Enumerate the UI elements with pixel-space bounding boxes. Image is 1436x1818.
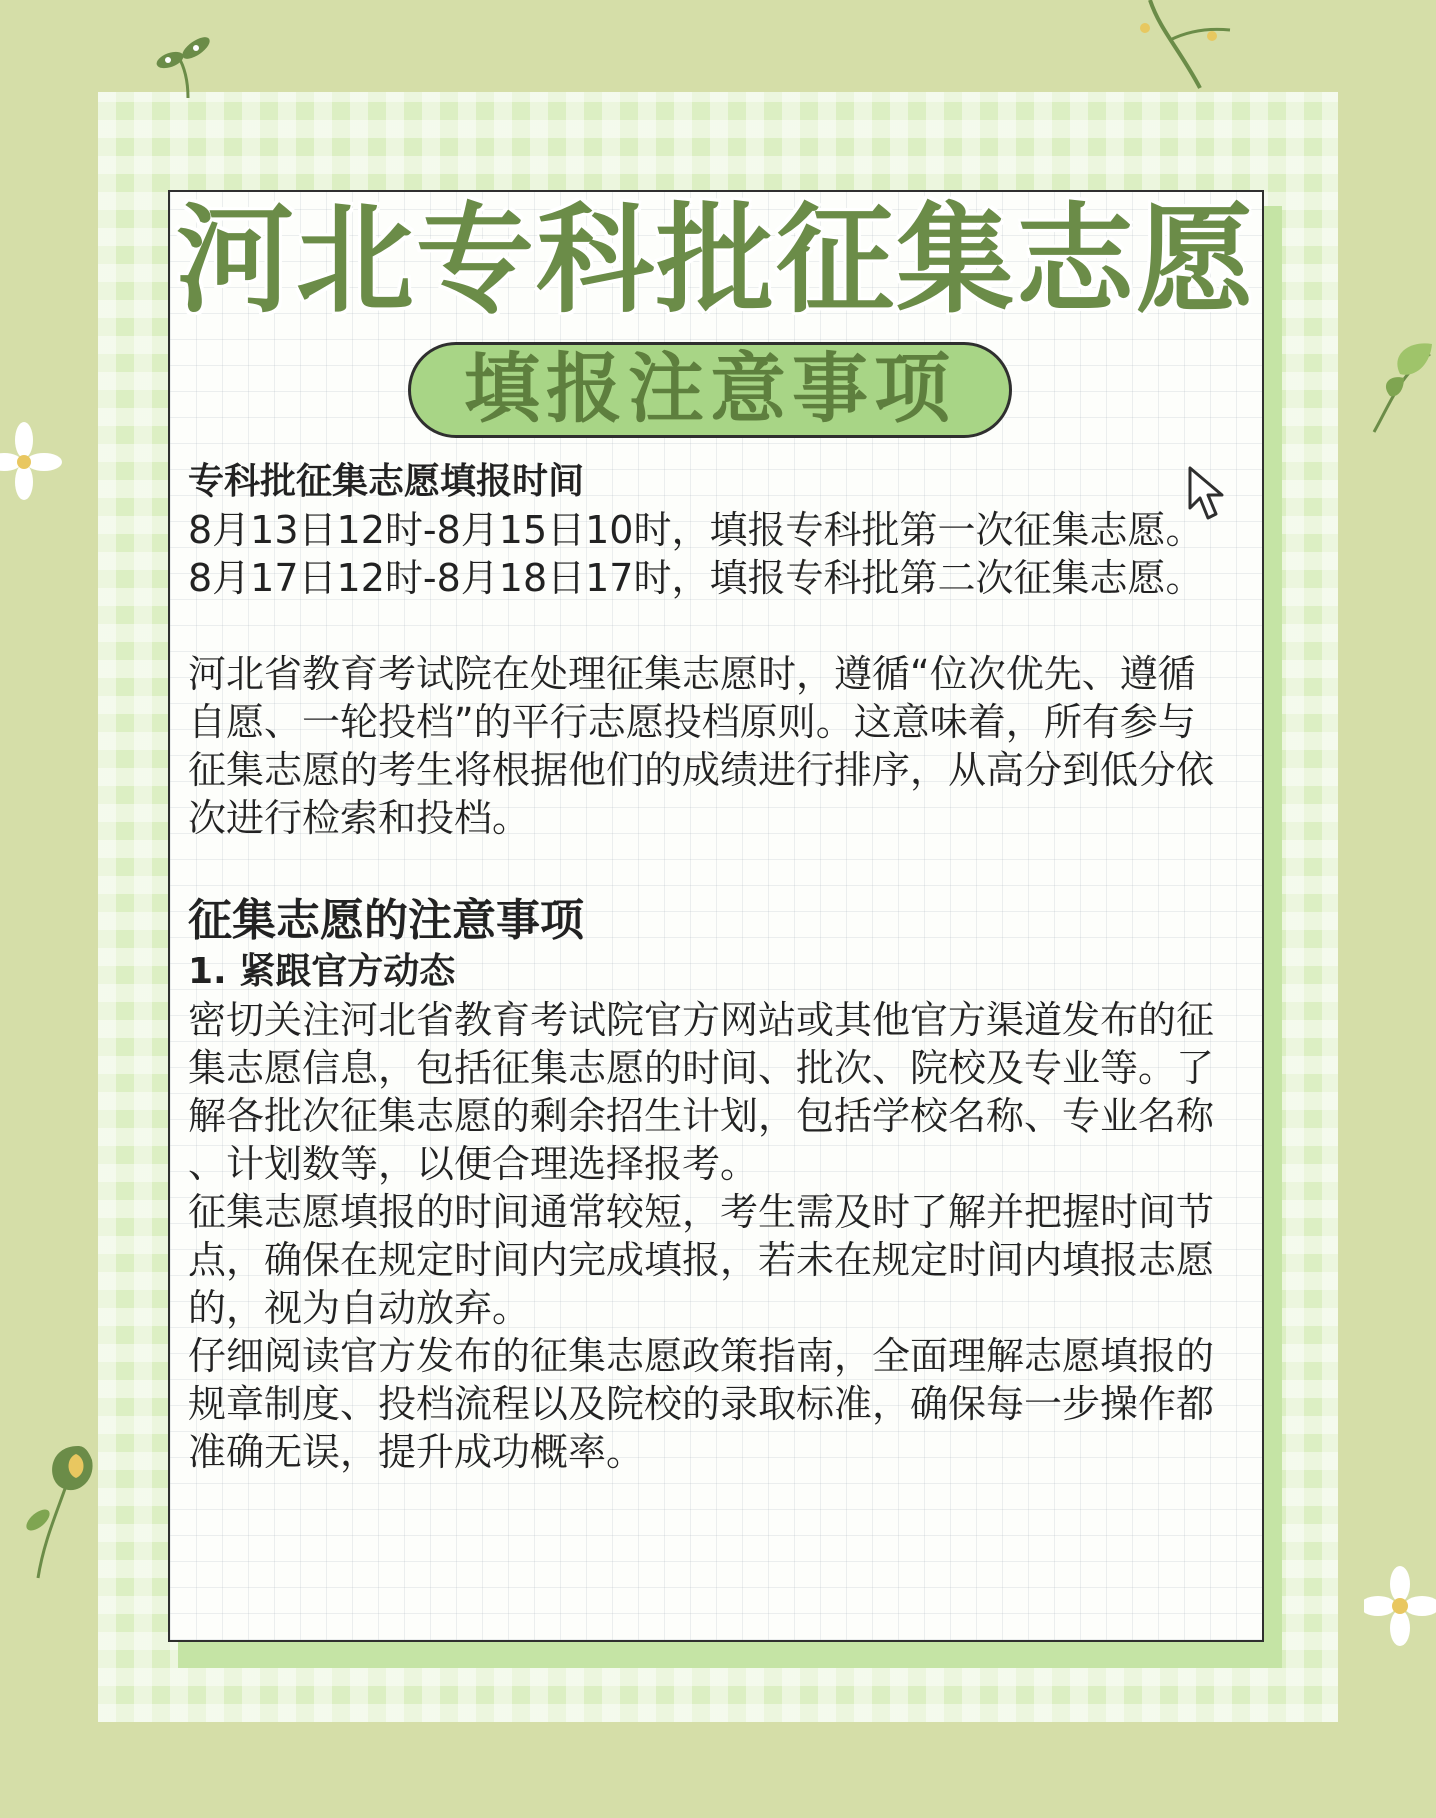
- article-body: [188, 458, 1258, 1476]
- notes-line: 点，确保在规定时间内完成填报，若未在规定时间内填报志愿: [188, 1238, 1215, 1282]
- schedule-line: 8月17日12时-8月18日17时，填报专科批第二次征集志愿。: [188, 556, 1204, 600]
- schedule-line: 8月13日12时-8月15日10时，填报专科批第一次征集志愿。: [188, 508, 1204, 552]
- principle-line: 次进行检索和投档。: [188, 796, 531, 840]
- notes-line: 集志愿信息，包括征集志愿的时间、批次、院校及专业等。了: [188, 1046, 1215, 1090]
- notes-line: 的，视为自动放弃。: [188, 1286, 531, 1330]
- notes-line: 征集志愿填报的时间通常较短，考生需及时了解并把握时间节: [188, 1190, 1215, 1234]
- bud-icon: [18, 1440, 98, 1580]
- flower-icon: [0, 420, 64, 504]
- notes-line: 解各批次征集志愿的剩余招生计划，包括学校名称、专业名称: [188, 1094, 1215, 1138]
- notes-line: 仔细阅读官方发布的征集志愿政策指南，全面理解志愿填报的: [188, 1334, 1215, 1378]
- notes-heading: 征集志愿的注意事项: [188, 895, 584, 946]
- subtitle-text: 填报注意事项: [464, 344, 956, 433]
- sprout-icon: [148, 30, 228, 100]
- subtitle-badge: [408, 342, 1012, 438]
- notes-item-title: 1. 紧跟官方动态: [188, 951, 456, 992]
- principle-line: 征集志愿的考生将根据他们的成绩进行排序，从高分到低分依: [188, 748, 1215, 792]
- notes-line: 密切关注河北省教育考试院官方网站或其他官方渠道发布的征: [188, 998, 1215, 1042]
- flower-icon: [1364, 1566, 1436, 1646]
- notes-line: 规章制度、投档流程以及院校的录取标准，确保每一步操作都: [188, 1382, 1215, 1426]
- principle-line: 自愿、一轮投档”的平行志愿投档原则。这意味着，所有参与: [188, 700, 1196, 744]
- notes-line: 、计划数等，以便合理选择报考。: [188, 1142, 759, 1186]
- leaf-icon: [1370, 334, 1436, 434]
- principle-line: 河北省教育考试院在处理征集志愿时，遵循“位次优先、遵循: [188, 652, 1196, 696]
- notes-line: 准确无误，提升成功概率。: [188, 1430, 645, 1474]
- schedule-heading: 专科批征集志愿填报时间: [188, 461, 585, 502]
- branch-icon: [1140, 0, 1240, 92]
- page-title: 河北专科批征集志愿: [175, 191, 1256, 329]
